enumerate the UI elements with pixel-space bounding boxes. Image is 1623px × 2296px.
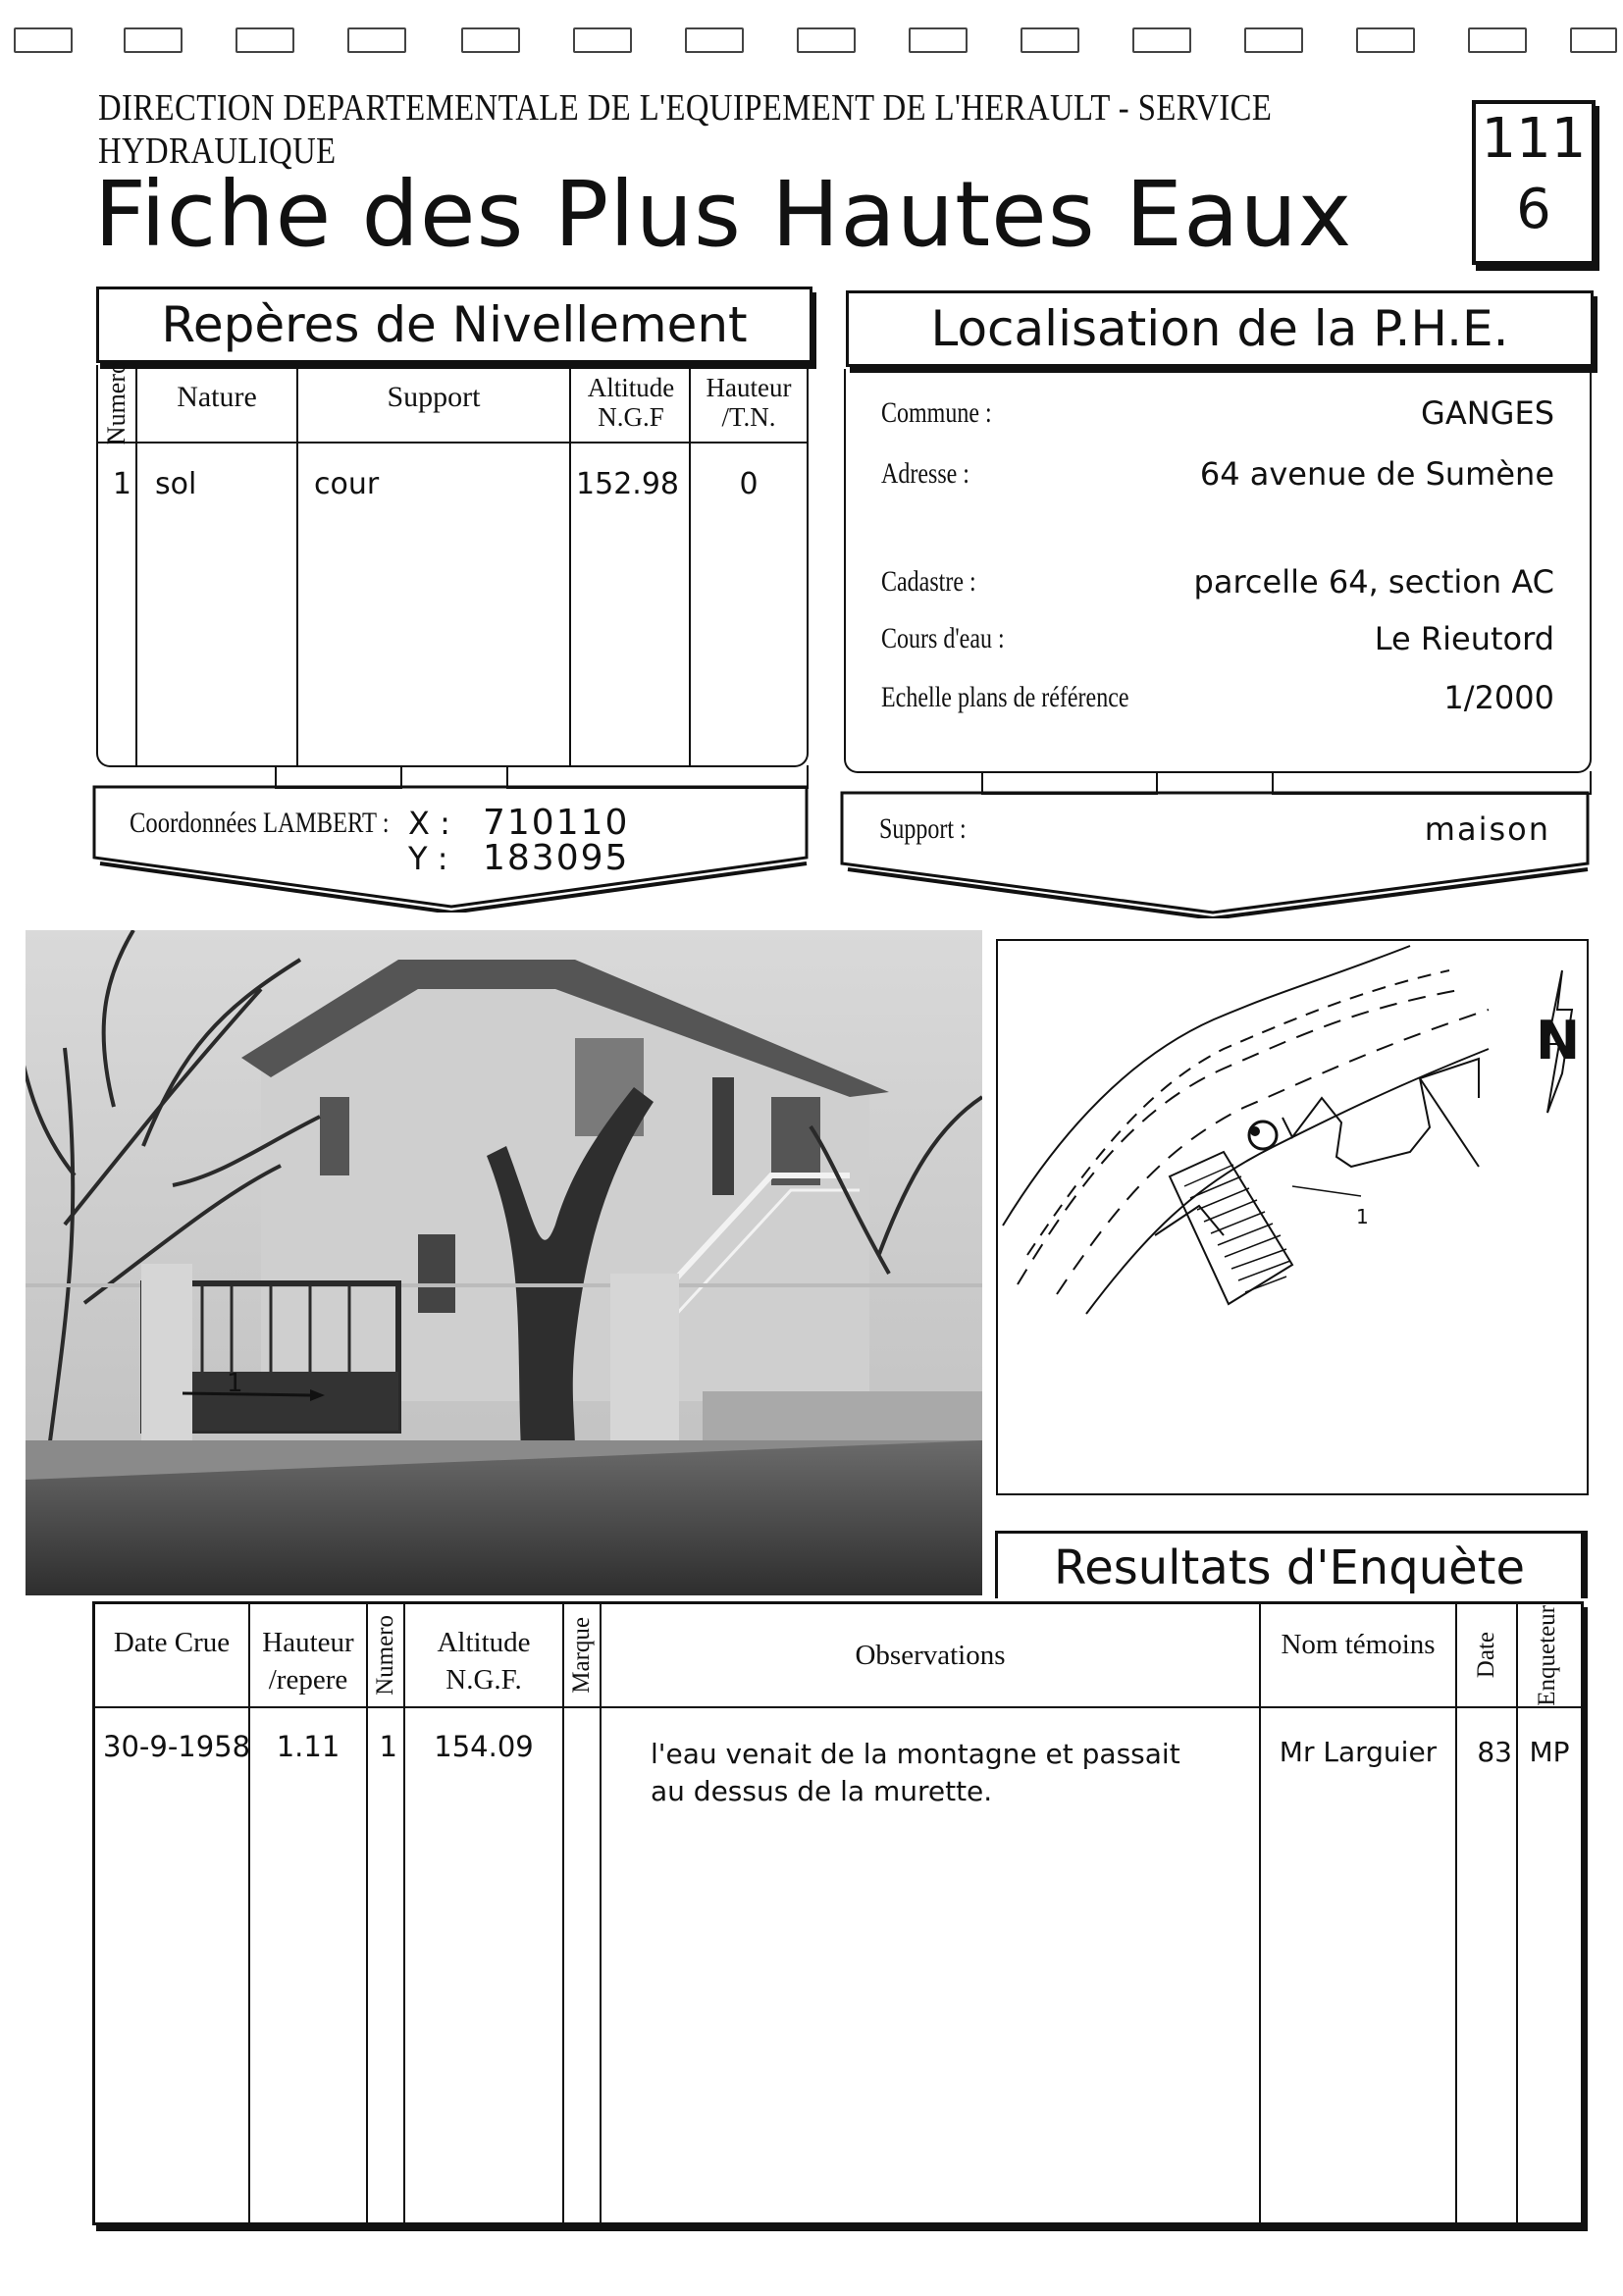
col-header-date: Date: [1473, 1632, 1499, 1679]
cell-date-crue: 30-9-1958: [103, 1730, 251, 1763]
col-header-altitude: Altitude N.G.F.: [437, 1627, 531, 1696]
cell-numero: 1: [379, 1730, 397, 1763]
binding-hole: [685, 27, 744, 53]
commune-label: Commune :: [881, 396, 992, 429]
photo-marker-label: 1: [227, 1369, 243, 1398]
lambert-label: Coordonnées LAMBERT :: [130, 807, 390, 839]
observations-line: l'eau venait de la montagne et passait: [651, 1738, 1180, 1770]
col-header-nom-temoins: Nom témoins: [1281, 1629, 1436, 1660]
resultats-table: [92, 1601, 1584, 2225]
col-header-nature: Nature: [177, 381, 257, 413]
col-header-hauteur: Hauteur /T.N.: [706, 373, 792, 432]
house-photo-drawing: [26, 930, 982, 1595]
fiche-number-box: [1472, 100, 1596, 265]
page-title: Fiche des Plus Hautes Eaux: [94, 162, 1353, 267]
binding-hole: [909, 27, 968, 53]
cell-altitude: 154.09: [434, 1730, 534, 1763]
adresse-value: 64 avenue de Sumène: [1199, 455, 1554, 493]
lambert-y-value: 183095: [483, 838, 630, 878]
binding-hole: [347, 27, 406, 53]
localisation-title: Localisation de la P.H.E.: [846, 290, 1594, 367]
binding-hole: [1468, 27, 1527, 53]
lambert-box: [92, 785, 811, 913]
binding-hole: [573, 27, 632, 53]
location-map-drawing: [998, 941, 1587, 1493]
echelle-label: Echelle plans de référence: [881, 681, 1129, 713]
col-header-numero: Numero: [102, 361, 131, 445]
observations-line: au dessus de la murette.: [651, 1775, 993, 1807]
cadastre-label: Cadastre :: [881, 565, 976, 598]
reperes-title: Repères de Nivellement: [96, 287, 812, 363]
binding-hole: [124, 27, 183, 53]
cell-support: cour: [314, 467, 380, 501]
binding-hole: [14, 27, 73, 53]
col-header-enqueteur: Enqueteur: [1534, 1604, 1560, 1706]
col-header-hauteur: Hauteur /repere: [262, 1627, 354, 1696]
binding-holes: [0, 27, 1623, 61]
binding-hole: [797, 27, 856, 53]
cours-eau-label: Cours d'eau :: [881, 622, 1005, 654]
cell-date: 83: [1477, 1736, 1512, 1768]
fiche-number-bottom: 6: [1516, 178, 1551, 241]
column-divider: [135, 365, 137, 765]
header-divider: [98, 442, 807, 444]
commune-value: GANGES: [1421, 394, 1554, 432]
north-label: N: [1536, 1010, 1581, 1071]
lambert-y-label: Y :: [408, 840, 448, 877]
binding-hole: [461, 27, 520, 53]
binding-hole: [1356, 27, 1415, 53]
col-header-marque: Marque: [568, 1617, 595, 1694]
organisation-header: DIRECTION DEPARTEMENTALE DE L'EQUIPEMENT DE L'HERAULT - SERVICE HYDRAULIQUE: [98, 87, 1273, 172]
cours-eau-value: Le Rieutord: [1374, 620, 1554, 657]
cell-nom-temoins: Mr Larguier: [1279, 1736, 1438, 1768]
support-label: Support :: [879, 812, 967, 845]
localisation-panel: [844, 369, 1592, 773]
cell-nature: sol: [155, 467, 197, 501]
col-header-date-crue: Date Crue: [113, 1627, 231, 1658]
column-divider: [296, 365, 298, 765]
house-photo: [26, 930, 982, 1595]
column-divider: [569, 365, 571, 765]
binding-hole: [1132, 27, 1191, 53]
lambert-x-label: X :: [408, 805, 450, 842]
binding-hole: [1244, 27, 1303, 53]
cell-hauteur: 1.11: [276, 1730, 340, 1763]
cadastre-value: parcelle 64, section AC: [1193, 563, 1554, 600]
col-header-altitude: Altitude N.G.F: [587, 373, 675, 432]
binding-hole: [1570, 27, 1617, 53]
binding-hole: [236, 27, 294, 53]
lambert-x-value: 710110: [483, 803, 630, 843]
fiche-number-top: 111: [1481, 107, 1587, 171]
reperes-table: [96, 361, 809, 767]
location-map: [996, 939, 1589, 1495]
col-header-numero: Numero: [372, 1615, 398, 1696]
cell-numero: 1: [112, 467, 131, 501]
resultats-title: Resultats d'Enquète: [995, 1531, 1584, 1598]
support-value: maison: [1424, 810, 1550, 848]
header-divider: [95, 1706, 1581, 1708]
cell-hauteur: 0: [739, 467, 759, 501]
adresse-label: Adresse :: [881, 457, 969, 490]
col-header-observations: Observations: [855, 1640, 1006, 1671]
echelle-value: 1/2000: [1443, 679, 1554, 716]
cell-observations: [651, 1736, 1180, 1810]
column-divider: [600, 1604, 602, 2222]
column-divider: [689, 365, 691, 765]
column-divider: [1259, 1604, 1261, 2222]
cell-altitude: 152.98: [576, 467, 679, 501]
binding-hole: [1021, 27, 1079, 53]
cell-enqueteur: MP: [1529, 1736, 1570, 1768]
col-header-support: Support: [387, 381, 481, 413]
map-marker-label: 1: [1356, 1205, 1369, 1228]
